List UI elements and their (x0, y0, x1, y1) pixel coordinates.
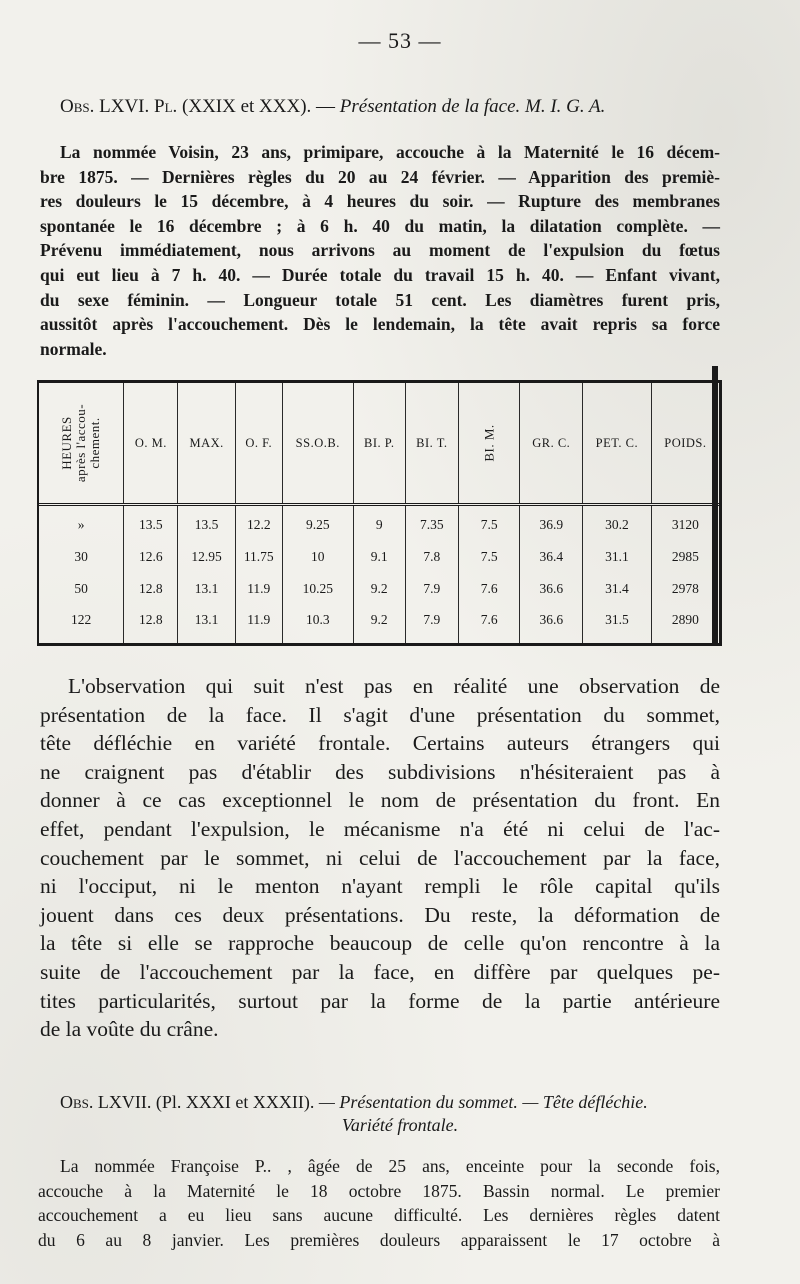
table-cell: 2978 (671, 580, 699, 596)
table-cell: 9 (353, 516, 405, 548)
table-cell: 10 (282, 548, 353, 580)
table-cell: » (39, 516, 124, 548)
table-row (39, 548, 719, 580)
table-cell: 30.2 (583, 516, 652, 548)
table-cell: 3120 (671, 517, 699, 532)
table-cell: 7.6 (458, 580, 520, 612)
text-line: ni l'occiput, ni le menton n'ayant rempli le rôle capital qu'ils (40, 874, 720, 899)
table-cell: 7.8 (405, 548, 458, 580)
table-cell: 12.95 (178, 548, 235, 580)
text-line: suite de l'accouchement par la face, en diffère par quelques pe- (40, 959, 720, 984)
page-number: — 53 — (358, 28, 442, 53)
text-line: La nommée Françoise P.. , âgée de 25 ans, enceinte pour la seconde fois, (60, 1156, 720, 1176)
table-cell: 7.5 (458, 548, 520, 580)
observation-67-heading (60, 1092, 740, 1113)
table-cell: 11.9 (235, 611, 282, 643)
table-cell: 13.1 (178, 580, 235, 612)
table-cell: 31.4 (583, 580, 652, 612)
header-of: O. F. (235, 383, 282, 505)
table-cell: 122 (39, 611, 124, 643)
observation-67-subtitle: Variété frontale. (341, 1115, 459, 1135)
header-hours-line2: après l'accou- (73, 403, 89, 482)
table-row (39, 611, 719, 643)
table-cell: 31.5 (583, 611, 652, 643)
text-line: L'observation qui suit n'est pas en réalité une observation de (68, 674, 720, 698)
text-line: qui eut lieu à 7 h. 40. — Durée totale du travail 15 h. 40. — Enfant vivant, (40, 264, 720, 285)
header-bim-text: BI. M. (481, 423, 497, 462)
text-line: La nommée Voisin, 23 ans, primipare, accouche à la Maternité le 16 décem- (60, 142, 720, 162)
text-line: accouche à la Maternité le 18 octobre 1875. Bassin normal. Le premier (38, 1180, 720, 1201)
table-cell: 11.75 (235, 548, 282, 580)
table-cell: 9.25 (282, 516, 353, 548)
text-line: Prévenu immédiatement, nous arrivons au moment de l'expulsion du fœtus (40, 240, 720, 261)
table-cell: 36.6 (520, 611, 583, 643)
text-line: ne craignent pas d'établir des subdivisions n'hésiteraient pas à (40, 759, 720, 784)
header-om: O. M. (124, 383, 178, 505)
table-cell: 30 (39, 548, 124, 580)
table-cell: 13.5 (178, 516, 235, 548)
header-petc: PET. C. (583, 383, 652, 505)
table-cell: 36.6 (520, 580, 583, 612)
table-cell: 10.25 (282, 580, 353, 612)
commentary-paragraph (40, 672, 720, 1044)
table-cell: 12.8 (124, 611, 178, 643)
table-cell: 7.9 (405, 611, 458, 643)
header-hours (39, 383, 124, 505)
table-cell: 2985 (671, 548, 699, 564)
observation-label: Obs. LXVI. Pl. (60, 96, 178, 117)
header-poids: POIDS. (651, 383, 719, 505)
observation-67-text (38, 1154, 720, 1252)
observation-plates: (Pl. XXXI et XXXII). (155, 1092, 315, 1112)
text-line: la tête si elle se rapproche beaucoup de celle qu'on rencontre à la (40, 931, 720, 956)
text-line: bre 1875. — Dernières règles du 20 au 24 février. — Apparition des premiè- (40, 166, 720, 187)
table-cell: 7.9 (405, 580, 458, 612)
table-cell: 7.35 (405, 516, 458, 548)
observation-plates: (XXIX et XXX). (182, 96, 312, 117)
observation-label: Obs. LXVII. (60, 1092, 152, 1112)
table-cell: 7.5 (458, 516, 520, 548)
header-max: MAX. (178, 383, 235, 505)
table-cell: 9.2 (353, 611, 405, 643)
table-cell: 12.6 (124, 548, 178, 580)
text-line: tites particularités, surtout par la forme de la partie antérieure (40, 988, 720, 1013)
table-cell: 11.9 (235, 580, 282, 612)
text-line: accouchement a eu lieu sans aucune difficulté. Les dernières règles datent (38, 1205, 720, 1225)
text-line: jouent dans ces deux présentations. Du reste, la déformation de (40, 902, 720, 927)
header-bip: BI. P. (353, 383, 405, 505)
text-line: effet, pendant l'expulsion, le mécanisme n'a été ni celui de l'ac- (40, 816, 720, 841)
text-line: aussitôt après l'accouchement. Dès le lendemain, la tête avait repris sa force (40, 314, 720, 335)
table-cell: 12.8 (124, 580, 178, 612)
header-bim (458, 383, 520, 505)
text-line: couchement par le sommet, ni celui de l'accouchement par la face, (40, 845, 720, 870)
table-cell: 13.5 (124, 516, 178, 548)
header-grc: GR. C. (520, 383, 583, 505)
observation-66-text (40, 140, 720, 361)
header-hours-line1: HEURES (59, 415, 75, 470)
text-line: du 6 au 8 janvier. Les premières douleurs apparaissent le 17 octobre à (38, 1229, 720, 1250)
table-cell: 36.4 (520, 548, 583, 580)
observation-66-heading (60, 96, 760, 118)
observation-title: — Présentation du sommet. — Tête défléchie. (318, 1092, 648, 1112)
text-line: du sexe féminin. — Longueur totale 51 cent. Les diamètres furent pris, (40, 289, 720, 310)
measurement-table (37, 380, 722, 646)
observation-title: Présentation de la face. M. I. G. A. (339, 96, 606, 117)
table-cell: 31.1 (583, 548, 652, 580)
table-cell: 50 (39, 580, 124, 612)
table-cell: 12.2 (235, 516, 282, 548)
table-cell: 2890 (671, 612, 699, 628)
text-line: de la voûte du crâne. (40, 1017, 219, 1042)
header-hours-line3: chement. (87, 416, 103, 469)
text-line: tête défléchie en variété frontale. Certains auteurs étrangers qui (40, 731, 720, 756)
measurement-table-grid (39, 383, 719, 643)
heading-dash: — (316, 96, 336, 117)
text-line: normale. (40, 338, 107, 359)
table-cell: 13.1 (178, 611, 235, 643)
table-cell: 7.6 (458, 611, 520, 643)
text-line: donner à ce cas exceptionnel le nom de présentation du front. En (40, 788, 720, 813)
table-row (39, 516, 719, 548)
table-header-row (39, 383, 719, 505)
table-row (39, 580, 719, 612)
table-cell: 9.1 (353, 548, 405, 580)
text-line: présentation de la face. Il s'agit d'une présentation du sommet, (40, 702, 720, 727)
header-ssob: SS.O.B. (282, 383, 353, 505)
text-line: spontanée le 16 décembre ; à 6 h. 40 du matin, la dilatation complète. — (40, 215, 720, 236)
header-bit: BI. T. (405, 383, 458, 505)
table-cell: 36.9 (520, 516, 583, 548)
text-line: res douleurs le 15 décembre, à 4 heures du soir. — Rupture des membranes (40, 191, 720, 212)
table-cell: 10.3 (282, 611, 353, 643)
table-cell: 9.2 (353, 580, 405, 612)
